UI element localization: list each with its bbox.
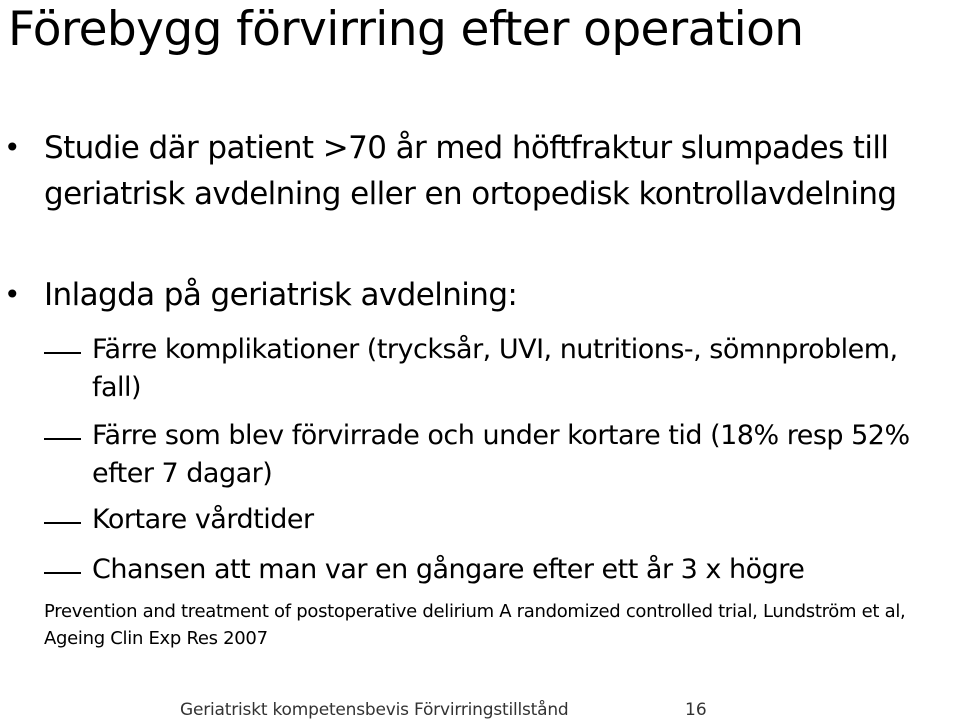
dash-icon — [44, 522, 81, 524]
footer-text: Geriatriskt kompetensbevis Förvirringstillstånd — [180, 700, 569, 720]
sub-bullet-walker: Chansen att man var en gångare efter ett år 3 x högre — [92, 554, 805, 585]
bullet-icon: • — [4, 131, 21, 164]
sub-bullet-confusion: Färre som blev förvirrade och under kortare tid (18% resp 52% efter 7 dagar) — [92, 420, 910, 489]
bullet-text-admitted: Inlagda på geriatrisk avdelning: — [44, 277, 518, 313]
page-number: 16 — [685, 700, 707, 720]
dash-icon — [44, 572, 81, 574]
bullet-icon: • — [4, 278, 21, 311]
sub-bullet-care-time: Kortare vårdtider — [92, 504, 314, 535]
reference-text: Prevention and treatment of postoperative delirium A randomized controlled trial, Lundström et al, Ageing Clin Exp Res 2007 — [44, 601, 906, 649]
dash-icon — [44, 438, 81, 440]
slide-title: Förebygg förvirring efter operation — [8, 2, 804, 57]
dash-icon — [44, 352, 81, 354]
sub-bullet-complications: Färre komplikationer (trycksår, UVI, nutritions-, sömnproblem, fall) — [92, 334, 898, 403]
bullet-text-study: Studie där patient >70 år med höftfraktur slumpades till geriatrisk avdelning eller en ortopedisk kontrollavdelning — [44, 130, 897, 212]
